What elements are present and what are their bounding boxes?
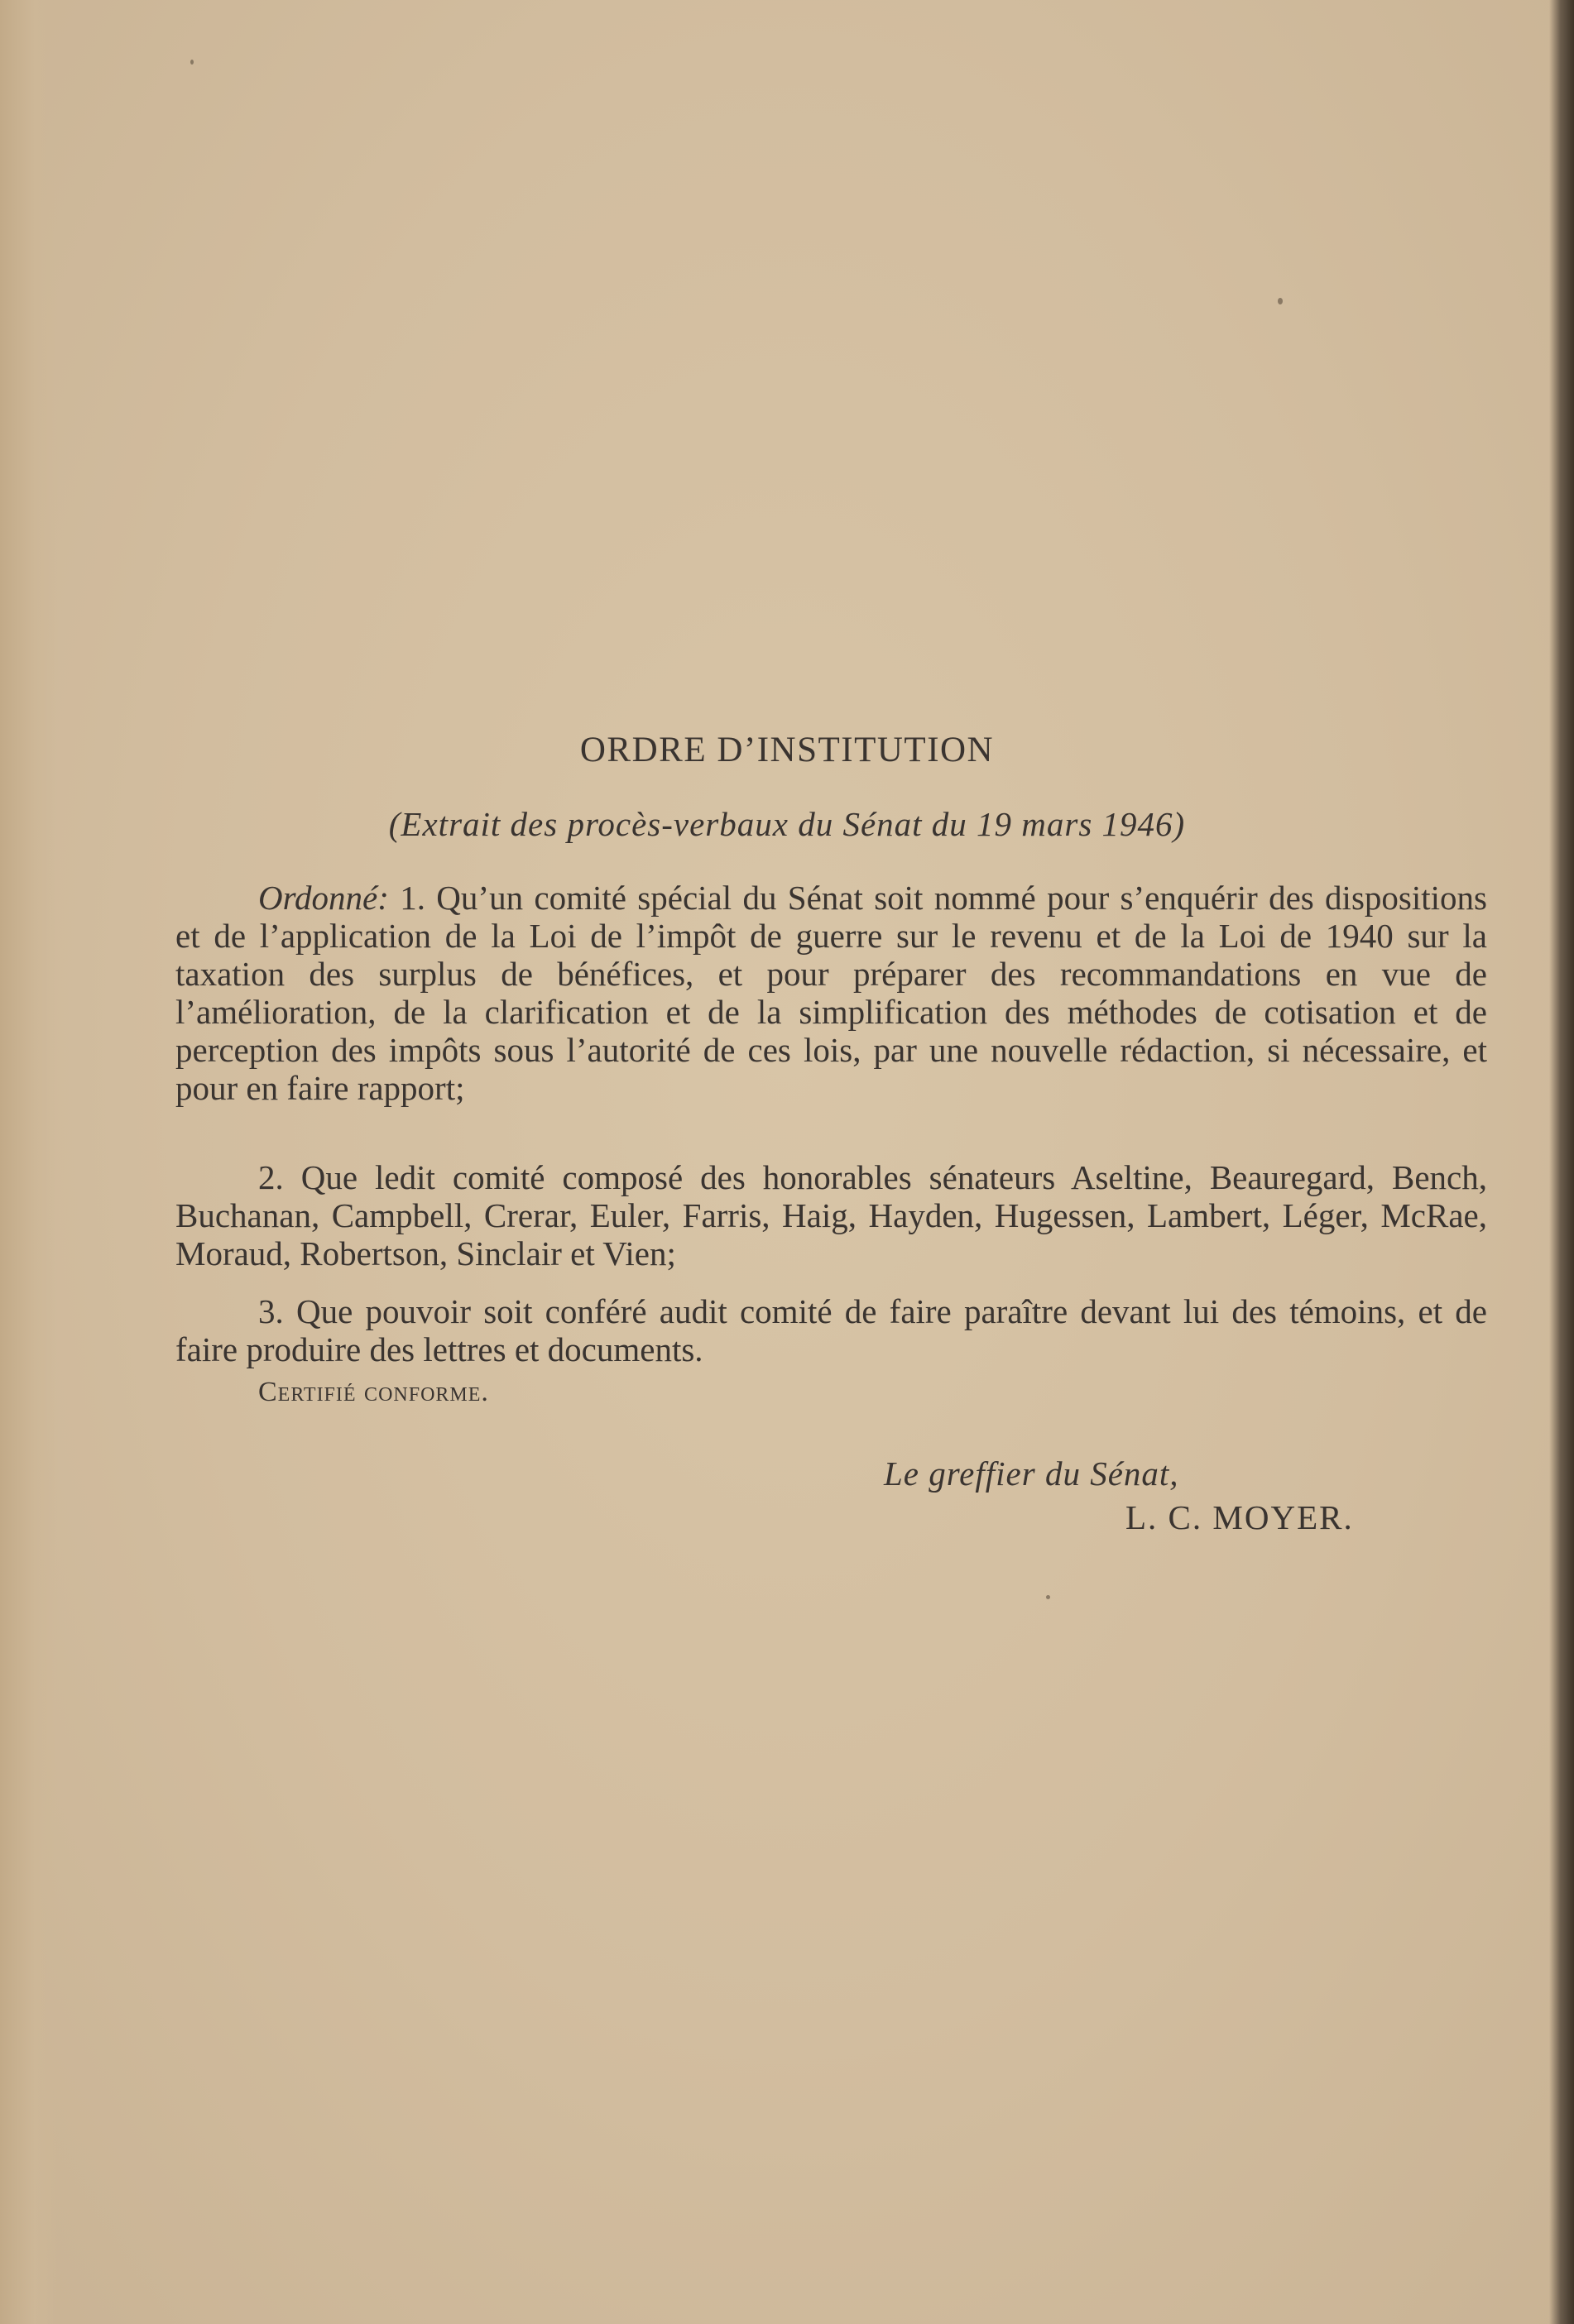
signature-name: L. C. MOYER. — [1125, 1498, 1354, 1536]
paper-fleck — [1046, 1595, 1050, 1599]
paragraph-1-text: 1. Qu’un comité spécial du Sénat soit nommé pour s’enquérir des dispositions et de l’application de la Loi de l’impôt de guerre sur le revenu et de la Loi de 1940 sur la taxation des surplus de bénéfices, et pour préparer des recommandations en vue de l’amélioration, de la clarification et de la simplification des méthodes de cotisation et de perception des impôts sous l’autorité de ces lois, par une nouvelle rédaction, si nécessaire, et pour en faire rapport; — [175, 879, 1487, 1107]
signature-role: Le greffier du Sénat, — [884, 1454, 1179, 1493]
document-subtitle: (Extrait des procès-verbaux du Sénat du 19 mars 1946) — [388, 805, 1186, 843]
certification-line: Certifié conforme. — [258, 1377, 489, 1407]
paragraph-3: 3. Que pouvoir soit conféré audit comité de faire paraître devant lui des témoins, et de faire produire des lettres et documents. — [175, 1292, 1487, 1368]
page-left-edge — [0, 0, 58, 2324]
page-right-edge — [1549, 0, 1574, 2324]
document-title: ORDRE D’INSTITUTION — [579, 731, 995, 769]
paper-fleck — [190, 60, 194, 65]
paragraph-2: 2. Que ledit comité composé des honorables sénateurs Aseltine, Beauregard, Bench, Buchanan, Campbell, Crerar, Euler, Farris, Haig, Hayden, Hugessen, Lambert, Léger, McRae, Moraud, Robertson, Sinclair et Vien; — [175, 1158, 1487, 1272]
paragraph-1-lead: Ordonné: — [258, 879, 389, 917]
paragraph-1 — [175, 879, 1487, 1107]
paper-fleck — [1278, 298, 1283, 304]
